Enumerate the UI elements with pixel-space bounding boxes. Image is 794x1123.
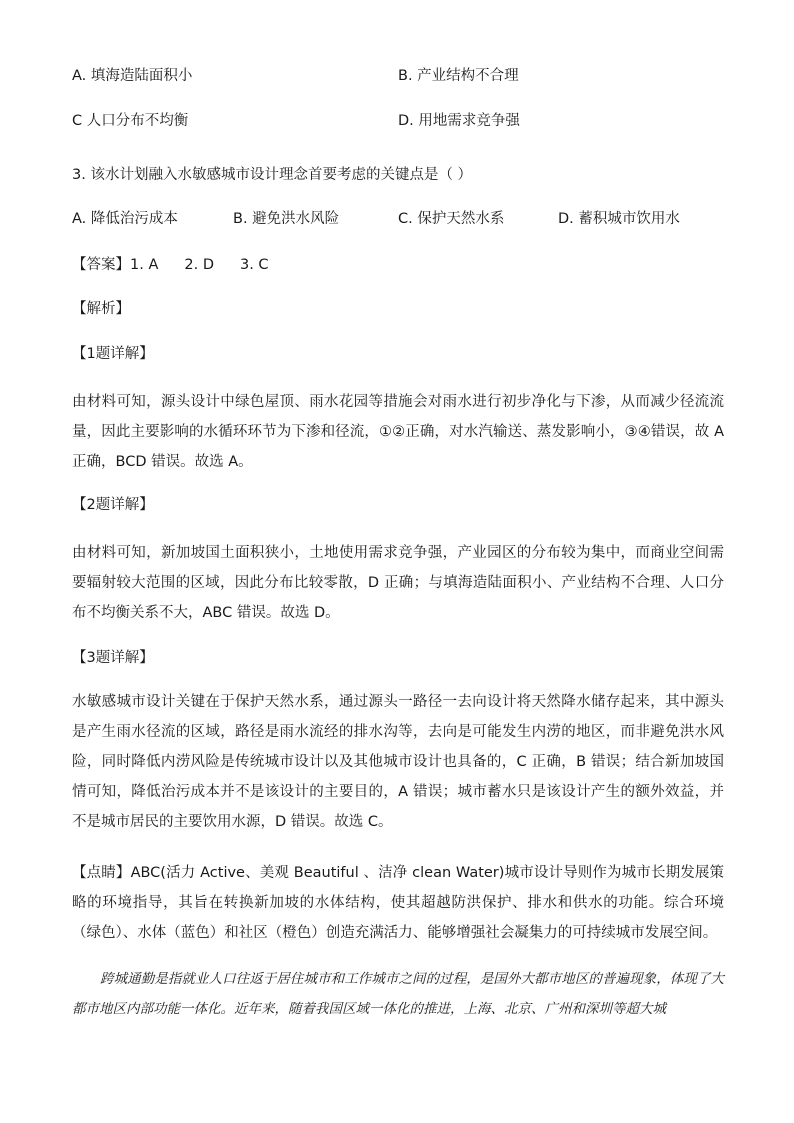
next-material-text: 跨城通勤是指就业人口往返于居住城市和工作城市之间的过程，是国外大都市地区的普遍现象，体现了大都市地区内部功能一体化。近年来，随着我国区域一体化的推进，上海、北京、广州和深圳等超大城: [72, 971, 724, 1017]
q3-option-d: D. 蓄积城市饮用水: [558, 211, 680, 227]
detail2-label: 【2题详解】: [72, 497, 154, 513]
q2-option-a: A. 填海造陆面积小: [72, 68, 193, 84]
answer-label: 【答案】: [72, 257, 130, 273]
detail1-text: 由材料可知，源头设计中绿色屋顶、雨水花园等措施会对雨水进行初步净化与下渗，从而减少径流流量，因此主要影响的水循环环节为下渗和径流，①②正确，对水汽输送、蒸发影响小，③④错误，故 A 正确，BCD 错误。故选 A。: [72, 394, 724, 470]
q3-option-b: B. 避免洪水风险: [233, 211, 340, 227]
answer-line: [72, 255, 295, 275]
q2-option-d: D. 用地需求竞争强: [398, 113, 520, 129]
q2-option-b: B. 产业结构不合理: [398, 68, 519, 84]
q3-option-c: C. 保护天然水系: [398, 211, 505, 227]
answer-item-1: 1. A: [130, 257, 159, 273]
q2-option-c: C 人口分布不均衡: [72, 113, 189, 129]
q3-stem: 3. 该水计划融入水敏感城市设计理念首要考虑的关键点是（ ）: [72, 167, 473, 183]
answer-item-3: 3. C: [239, 257, 269, 273]
tip-text: ABC(活力 Active、美观 Beautiful 、洁净 clean Water)城市设计导则作为城市长期发展策略的环境指导，其旨在转换新加坡的水体结构，使其超越防洪保护、排水和供水的功能。综合环境（绿色）、水体（蓝色）和社区（橙色）创造充满活力、能够增强社会凝集力的可持续城市发展空间。: [72, 865, 724, 941]
analysis-label: 【解析】: [72, 301, 130, 317]
answer-item-2: 2. D: [184, 257, 214, 273]
tip-label: 【点睛】: [72, 865, 131, 881]
detail2-text: 由材料可知，新加坡国土面积狭小，土地使用需求竞争强，产业园区的分布较为集中，而商业空间需要辐射较大范围的区域，因此分布比较零散，D 正确；与填海造陆面积小、产业结构不合理、人口分布不均衡关系不大，ABC 错误。故选 D。: [72, 545, 724, 621]
q3-option-a: A. 降低治污成本: [72, 211, 178, 227]
detail3-text: 水敏感城市设计关键在于保护天然水系，通过源头一路径一去向设计将天然降水储存起来，其中源头是产生雨水径流的区域，路径是雨水流经的排水沟等，去向是可能发生内涝的地区，而非避免洪水风险，同时降低内涝风险是传统城市设计以及其他城市设计也具备的，C 正确，B 错误；结合新加坡国情可知，降低治污成本并不是该设计的主要目的，A 错误；城市蓄水只是该设计产生的额外效益，并不是城市居民的主要饮用水源，D 错误。故选 C。: [72, 694, 724, 830]
detail1-label: 【1题详解】: [72, 346, 154, 362]
tip-paragraph: [72, 858, 724, 948]
detail3-label: 【3题详解】: [72, 650, 154, 666]
